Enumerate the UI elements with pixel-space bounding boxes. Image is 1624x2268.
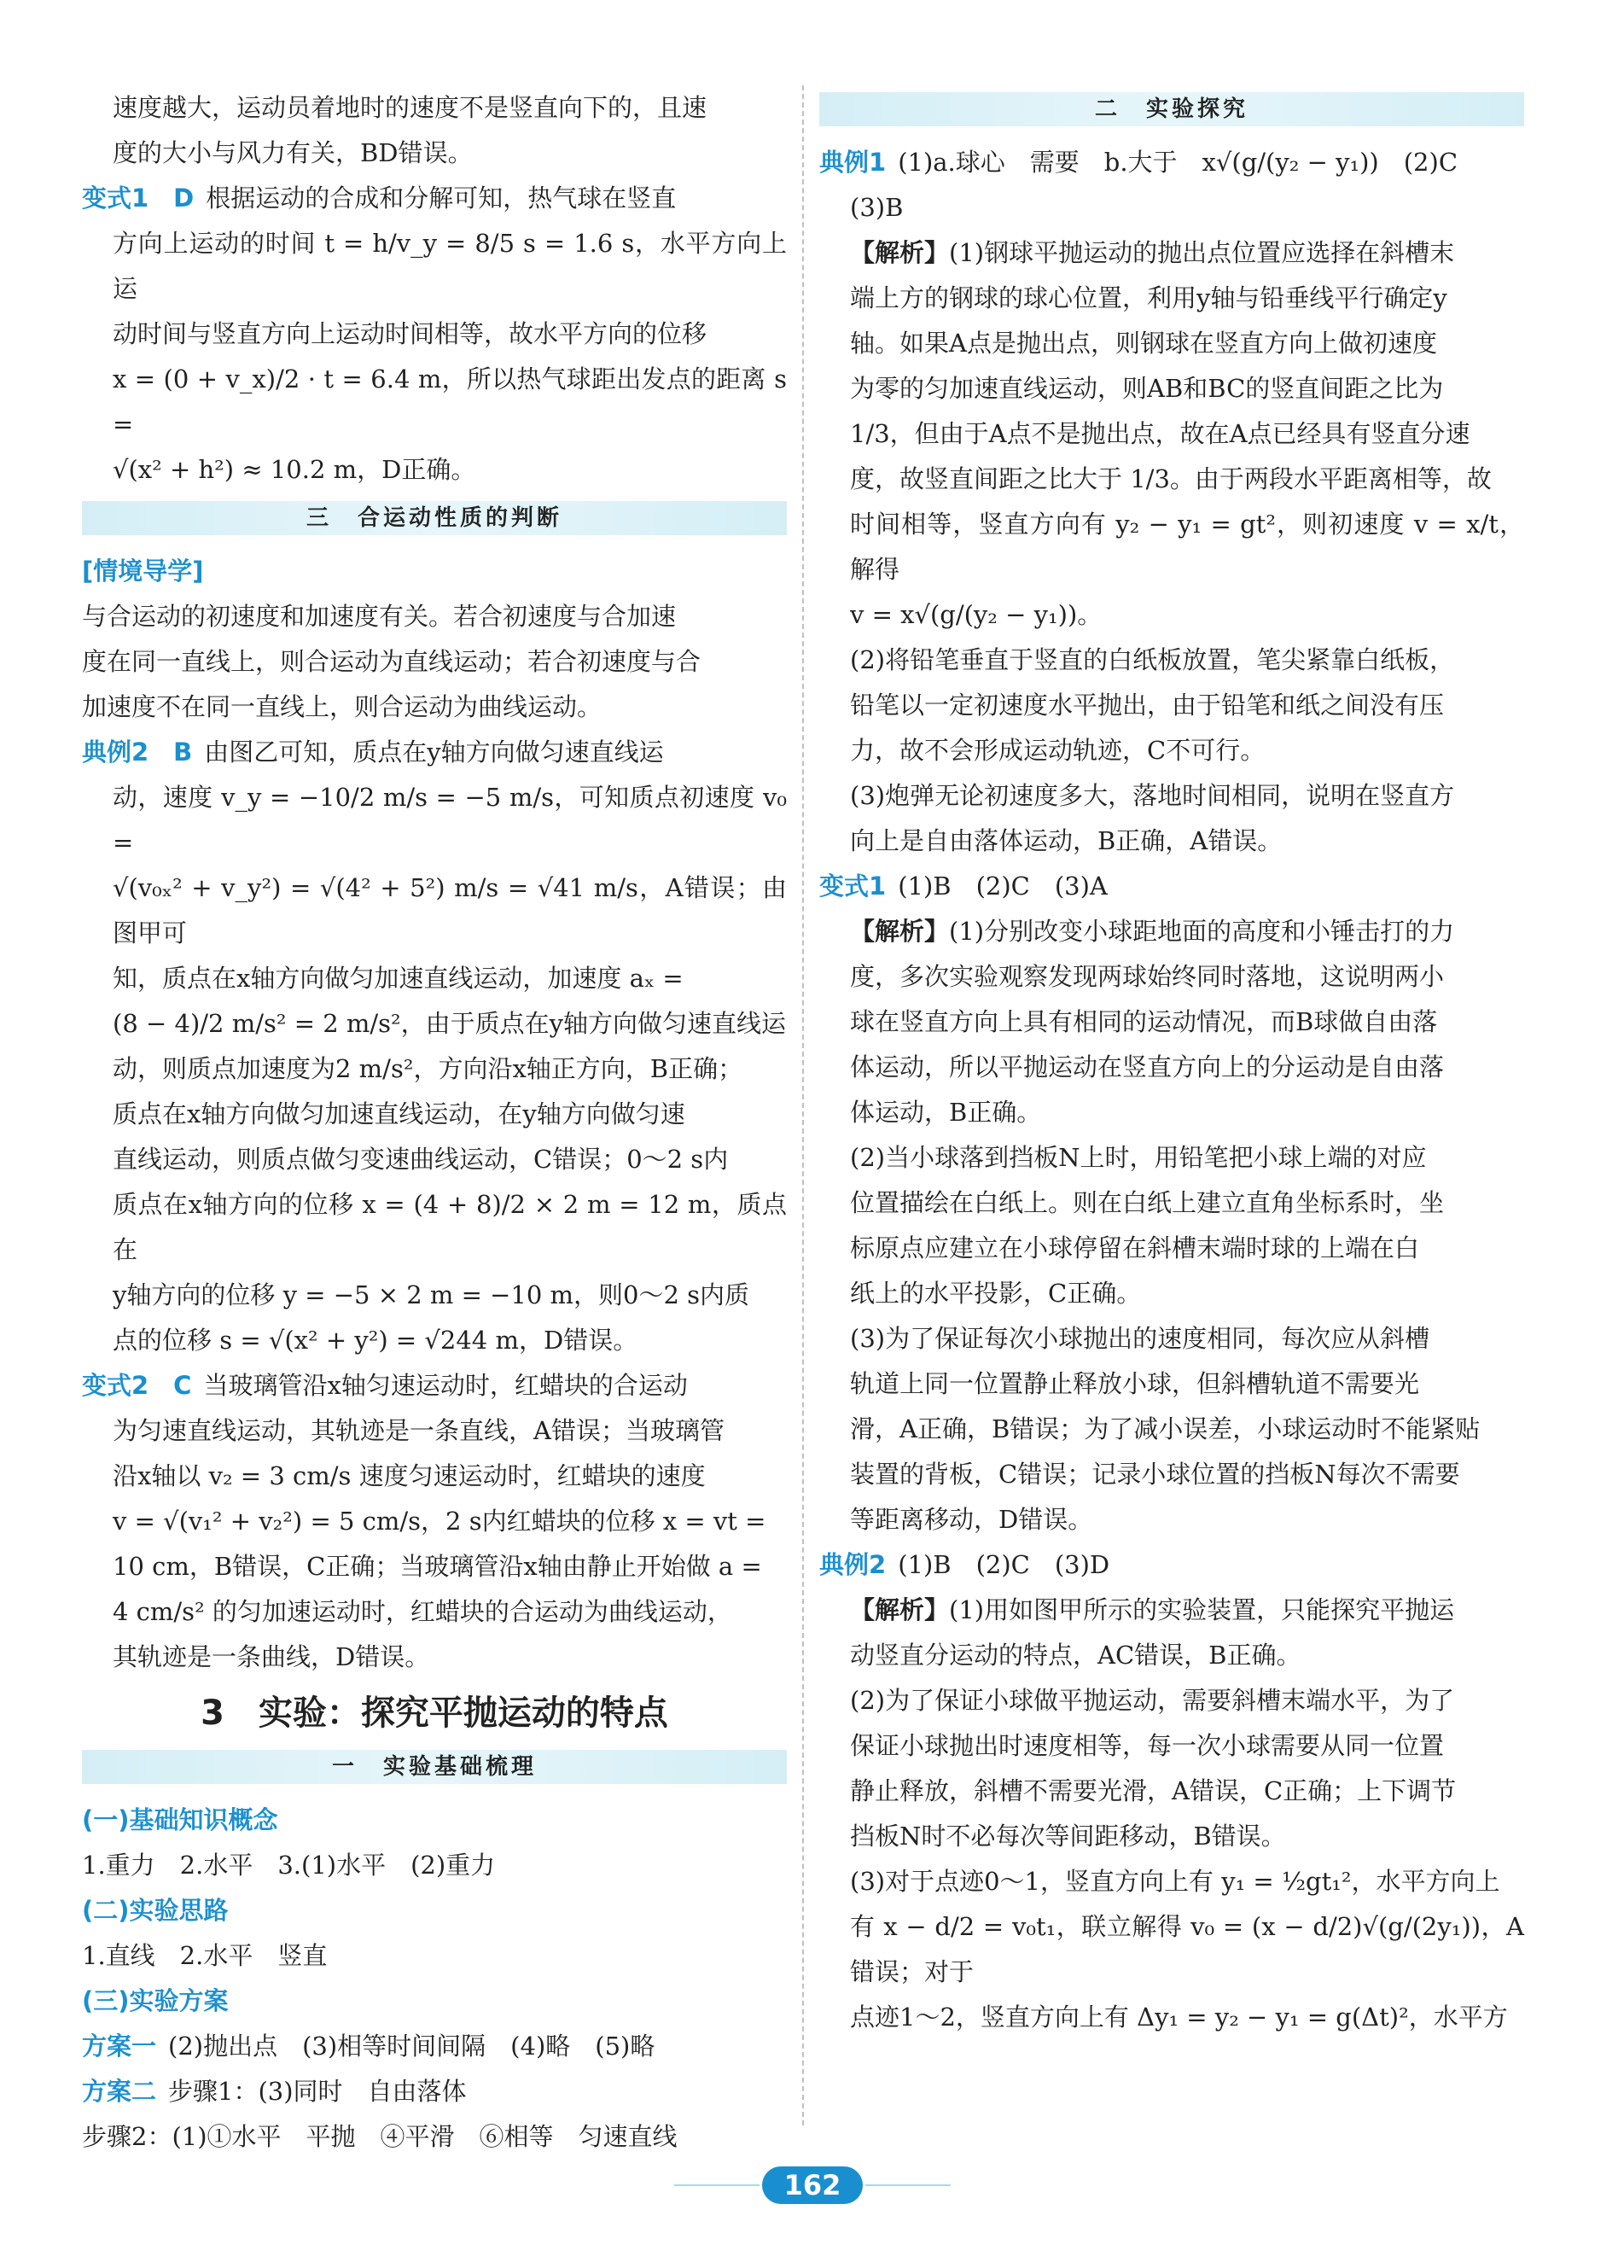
text-line: 4 cm/s² 的匀加速运动时，红蜡块的合运动为曲线运动，	[113, 1597, 732, 1626]
text-line: 球在竖直方向上具有相同的运动情况，而B球做自由落	[850, 1007, 1438, 1036]
text-line: (8 − 4)/2 m/s² = 2 m/s²，由于质点在y轴方向做匀速直线运	[113, 1009, 787, 1038]
text-line: 位置描绘在白纸上。则在白纸上建立直角坐标系时，坐	[850, 1188, 1445, 1217]
text-line: 静止释放，斜槽不需要光滑，A错误，C正确；上下调节	[850, 1776, 1457, 1805]
text-line: 度在同一直线上，则合运动为直线运动；若合初速度与合	[82, 647, 701, 676]
text-span: (1)B (2)C (3)A	[898, 872, 1108, 901]
example-2-tag: 典例2	[819, 1550, 887, 1579]
example-2-line	[819, 1542, 1524, 1588]
text-line: 时间相等，竖直方向有 y₂ − y₁ = gt²，则初速度 v = x/t，解得	[850, 510, 1524, 584]
text-span: 由图乙可知，质点在y轴方向做匀速直线运	[204, 738, 664, 767]
text-line: 1.重力 2.水平 3.(1)水平 (2)重力	[82, 1851, 496, 1880]
variant-2-tag: 变式2 C	[82, 1371, 192, 1400]
text-span: 步骤1：(3)同时 自由落体	[168, 2077, 467, 2106]
text-line: √(v₀ₓ² + v_y²) = √(4² + 5²) m/s = √41 m/s，A错误；由图甲可	[113, 873, 787, 947]
plan-2-tag: 方案二	[82, 2077, 157, 2106]
text-line: 端上方的钢球的球心位置，利用y轴与铅垂线平行确定y	[850, 283, 1447, 312]
subheading-basic-concepts: (一)基础知识概念	[82, 1805, 278, 1834]
text-line: (2)当小球落到挡板N上时，用铅笔把小球上端的对应	[850, 1143, 1427, 1172]
text-line: (3)对于点迹0～1，竖直方向上有 y₁ = ½gt₁²，水平方向上	[850, 1867, 1500, 1896]
text-line: 挡板N时不必每次等间距移动，B错误。	[850, 1822, 1286, 1851]
text-line: 滑，A正确，B错误；为了减小误差，小球运动时不能紧贴	[850, 1414, 1481, 1443]
text-line: 1/3，但由于A点不是抛出点，故在A点已经具有竖直分速	[850, 419, 1470, 448]
example-1-tag: 典例1	[819, 148, 887, 177]
analysis-line	[819, 909, 1524, 954]
text-line: 速度越大，运动员着地时的速度不是竖直向下的，且速	[113, 93, 707, 122]
text-line: 体运动，B正确。	[850, 1098, 1042, 1127]
example-1-line	[819, 140, 1524, 185]
text-line: 动，则质点加速度为2 m/s²，方向沿x轴正方向，B正确；	[113, 1054, 743, 1083]
text-line: (2)为了保证小球做平抛运动，需要斜槽末端水平，为了	[850, 1686, 1455, 1715]
text-line: 轴。如果A点是抛出点，则钢球在竖直方向上做初速度	[850, 329, 1437, 358]
text-line: 动时间与竖直方向上运动时间相等，故水平方向的位移	[113, 319, 707, 348]
text-line: 有 x − d/2 = v₀t₁，联立解得 v₀ = (x − d/2)√(g/(2y₁))，A错误；对于	[850, 1912, 1524, 1986]
section-heading-3: 三 合运动性质的判断	[82, 501, 787, 535]
text-line: (3)为了保证每次小球抛出的速度相同，每次应从斜槽	[850, 1324, 1430, 1353]
text-span: (1)钢球平抛运动的抛出点位置应选择在斜槽末	[949, 238, 1455, 267]
example-2-tag: 典例2 B	[82, 738, 193, 767]
text-span: 根据运动的合成和分解可知，热气球在竖直	[206, 184, 677, 213]
text-line: 体运动，所以平抛运动在竖直方向上的分运动是自由落	[850, 1052, 1445, 1082]
chapter-title: 3 实验：探究平抛运动的特点	[201, 1694, 668, 1733]
text-line: 度，故竖直间距之比大于 1/3。由于两段水平距离相等，故	[850, 464, 1492, 493]
subheading-experiment-idea: (二)实验思路	[82, 1896, 229, 1925]
text-span: (1)分别改变小球距地面的高度和小锤击打的力	[949, 917, 1455, 946]
text-span: (2)抛出点 (3)相等时间间隔 (4)略 (5)略	[168, 2032, 655, 2061]
text-line: 与合运动的初速度和加速度有关。若合初速度与合加速	[82, 602, 677, 631]
text-line: 为零的匀加速直线运动，则AB和BC的竖直间距之比为	[850, 374, 1444, 403]
text-line: v = √(v₁² + v₂²) = 5 cm/s，2 s内红蜡块的位移 x = vt =	[113, 1507, 766, 1536]
plan-1-line	[82, 2024, 787, 2069]
text-line: 点的位移 s = √(x² + y²) = √244 m，D错误。	[113, 1326, 638, 1355]
example-2-line	[82, 730, 787, 775]
text-line: 为匀速直线运动，其轨迹是一条直线，A错误；当玻璃管	[113, 1416, 725, 1445]
analysis-tag: 【解析】	[850, 1595, 950, 1624]
text-span: (1)用如图甲所示的实验装置，只能探究平抛运	[949, 1595, 1455, 1624]
text-line: 质点在x轴方向做匀加速直线运动，在y轴方向做匀速	[113, 1099, 685, 1128]
text-line: 力，故不会形成运动轨迹，C不可行。	[850, 736, 1266, 765]
text-line: (2)将铅笔垂直于竖直的白纸板放置，笔尖紧靠白纸板，	[850, 645, 1455, 674]
text-line: v = x√(g/(y₂ − y₁))。	[850, 600, 1103, 629]
text-line: (3)炮弹无论初速度多大，落地时间相同，说明在竖直方	[850, 781, 1455, 810]
text-line: √(x² + h²) ≈ 10.2 m，D正确。	[113, 455, 476, 484]
variant-2-line	[82, 1363, 787, 1408]
page-number-rule-right	[865, 2184, 951, 2186]
text-line: y轴方向的位移 y = −5 × 2 m = −10 m，则0～2 s内质	[113, 1280, 750, 1309]
text-line: 动，速度 v_y = −10/2 m/s = −5 m/s，可知质点初速度 v₀ =	[113, 783, 787, 857]
text-line: 质点在x轴方向的位移 x = (4 + 8)/2 × 2 m = 12 m，质点在	[113, 1190, 787, 1264]
left-column	[82, 85, 787, 2160]
text-line: 其轨迹是一条曲线，D错误。	[113, 1642, 430, 1671]
variant-1-line	[819, 864, 1524, 909]
text-line: 加速度不在同一直线上，则合运动为曲线运动。	[82, 692, 602, 721]
text-line: 点迹1～2，竖直方向上有 Δy₁ = y₂ − y₁ = g(Δt)²，水平方	[850, 2003, 1508, 2032]
text-line: 标原点应建立在小球停留在斜槽末端时球的上端在白	[850, 1233, 1420, 1262]
text-line: 动竖直分运动的特点，AC错误，B正确。	[850, 1641, 1301, 1670]
text-line: 轨道上同一位置静止释放小球，但斜槽轨道不需要光	[850, 1369, 1420, 1398]
text-line: 10 cm，B错误，C正确；当玻璃管沿x轴由静止开始做 a =	[113, 1552, 762, 1581]
text-line: 知，质点在x轴方向做匀加速直线运动，加速度 aₓ =	[113, 964, 684, 993]
text-line: 等距离移动，D错误。	[850, 1505, 1093, 1534]
subheading-experiment-plan: (三)实验方案	[82, 1986, 229, 2015]
situation-guide-label: [情境导学]	[82, 557, 204, 586]
text-line: 步骤2：(1)①水平 平抛 ④平滑 ⑥相等 匀速直线	[82, 2122, 678, 2151]
plan-1-tag: 方案一	[82, 2032, 157, 2061]
plan-2-line	[82, 2069, 787, 2114]
section-heading-2: 二 实验探究	[819, 92, 1524, 126]
analysis-tag: 【解析】	[850, 238, 950, 267]
text-line: 度，多次实验观察发现两球始终同时落地，这说明两小	[850, 962, 1445, 991]
variant-1-line	[82, 176, 787, 221]
variant-1-tag: 变式1 D	[82, 184, 195, 213]
text-line: 装置的背板，C错误；记录小球位置的挡板N每次不需要	[850, 1460, 1460, 1489]
text-line: 沿x轴以 v₂ = 3 cm/s 速度匀速运动时，红蜡块的速度	[113, 1461, 706, 1490]
text-line: 1.直线 2.水平 竖直	[82, 1941, 328, 1970]
text-line: 度的大小与风力有关，BD错误。	[113, 138, 473, 167]
text-line: (3)B	[850, 193, 904, 222]
text-span: (1)a.球心 需要 b.大于 x√(g/(y₂ − y₁)) (2)C	[898, 148, 1458, 177]
right-column	[819, 85, 1524, 2040]
text-line: 铅笔以一定初速度水平抛出，由于铅笔和纸之间没有压	[850, 691, 1445, 720]
text-line: 直线运动，则质点做匀变速曲线运动，C错误；0～2 s内	[113, 1145, 729, 1174]
text-span: (1)B (2)C (3)D	[898, 1550, 1110, 1579]
section-heading-1: 一 实验基础梳理	[82, 1750, 787, 1784]
page-number-rule-left	[674, 2184, 760, 2186]
column-divider	[802, 85, 806, 2125]
text-line: 保证小球抛出时速度相等，每一次小球需要从同一位置	[850, 1731, 1445, 1760]
text-line: x = (0 + v_x)/2 · t = 6.4 m，所以热气球距出发点的距离 s =	[113, 364, 787, 439]
analysis-tag: 【解析】	[850, 917, 950, 946]
page-number: 162	[762, 2166, 863, 2204]
analysis-line	[819, 230, 1524, 276]
analysis-line	[819, 1588, 1524, 1633]
text-span: 当玻璃管沿x轴匀速运动时，红蜡块的合运动	[203, 1371, 688, 1400]
text-line: 纸上的水平投影，C正确。	[850, 1279, 1142, 1308]
text-line: 方向上运动的时间 t = h/v_y = 8/5 s = 1.6 s，水平方向上运	[113, 229, 787, 303]
text-line: 向上是自由落体运动，B正确，A错误。	[850, 826, 1283, 855]
variant-1-tag: 变式1	[819, 872, 887, 901]
